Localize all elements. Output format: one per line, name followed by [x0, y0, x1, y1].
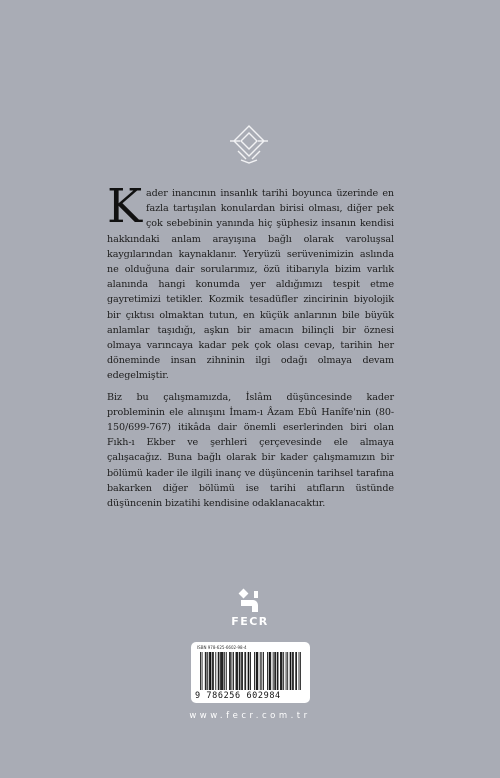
barcode-bar [278, 652, 279, 690]
barcode-bar [282, 652, 283, 690]
paragraph-1-text: ader inancının insanlık tarihi boyunca üzerinde en fazla tartışılan konulardan birisi olması, diğer pek çok sebebinin yanında hiç şüphesiz insanın kendisi hakkındaki anlam arayışına bağlı olarak varoluşsal kaygılarından kaynaklanır. Yeryüzü serüvenimizin aslında ne olduğuna dair sorularımız, özü itibarıyla bizim varlık alanında hangi konumda yer aldığımızı tespit etme gayretimizi tetikler. Kozmik tesadüfler zincirinin biyolojik bir çıktısı olmaktan tutun, en küçük anlarının bile büyük anlamlar taşıdığı, aşkın bir amacın bilinçli bir öznesi olmaya varıncaya kadar pek çok olası cevap, tarihin her döneminde insan zihninin ilgi odağı olmaya devam edegelmiştir. [107, 188, 394, 382]
barcode-bar [267, 652, 268, 690]
barcode-bar [239, 652, 240, 690]
barcode-bar [250, 652, 251, 690]
barcode-bar [291, 652, 292, 690]
publisher-logo [222, 588, 278, 634]
barcode-bar [223, 652, 224, 690]
drop-cap: K [107, 179, 143, 234]
barcode-icon [200, 652, 301, 690]
barcode-bar [295, 652, 296, 690]
barcode-bar [277, 652, 278, 690]
barcode-bar [224, 652, 225, 690]
barcode-bar [210, 652, 211, 690]
barcode-bar [269, 652, 270, 690]
barcode-bar [269, 652, 270, 690]
barcode-bar [242, 652, 243, 690]
barcode-bar [236, 652, 237, 690]
barcode-bar [248, 652, 249, 690]
barcode-bar [263, 652, 264, 690]
barcode-bar [257, 652, 258, 690]
barcode-bar [296, 652, 297, 690]
barcode-bar [221, 652, 222, 690]
barcode-bar [207, 652, 208, 690]
barcode-bar [244, 652, 245, 690]
barcode-digits: 9 786256 602984 [195, 691, 281, 701]
barcode-bar [286, 652, 287, 690]
barcode-bar [206, 652, 207, 690]
barcode-bar [261, 652, 262, 690]
barcode-bar [254, 652, 255, 690]
barcode-bar [226, 652, 227, 690]
back-cover-text [107, 179, 394, 517]
barcode-bar [283, 652, 284, 690]
barcode-bar [275, 652, 276, 690]
barcode-bar [299, 652, 300, 690]
barcode-box [191, 642, 310, 703]
barcode-bar [219, 652, 220, 690]
barcode-bar [236, 652, 237, 690]
publisher-name: FECR [231, 615, 269, 628]
barcode-bar [300, 652, 301, 690]
fecr-logo-icon [237, 588, 263, 614]
publisher-website: www.fecr.com.tr [189, 711, 311, 721]
paragraph-1 [107, 179, 394, 384]
barcode-bar [215, 652, 216, 690]
barcode-bar [220, 652, 221, 690]
paragraph-2: Biz bu çalışmamızda, İslâm düşüncesinde kader probleminin ele alınışını İmam-ı Âzam Ebû Hanîfe'nin (80-150/699-767) itikâda dair önemli eserlerinden biri olan Fıkh-ı Ekber ve şerhleri çerçevesinde ele almaya çalışacağız. Buna bağlı olarak bir kader çalışmamızın bir bölümü kader ile ilgili inanç ve düşüncenin tarihsel tarafına bakarken diğer bölümü ise tarihi atıfların üstünde düşüncenin bizatihi kendisine odaklanacaktır. [107, 391, 394, 510]
barcode-bar [292, 652, 293, 690]
barcode-bar [270, 652, 271, 690]
barcode-bar [245, 652, 246, 690]
barcode-bar [280, 652, 281, 690]
barcode-bar [256, 652, 257, 690]
barcode-bar [205, 652, 206, 690]
barcode-bar [213, 652, 214, 690]
barcode-bar [281, 652, 282, 690]
barcode-bar [218, 652, 219, 690]
barcode-bar [237, 652, 238, 690]
barcode-bar [233, 652, 234, 690]
barcode-bar [273, 652, 274, 690]
barcode-bar [229, 652, 230, 690]
barcode-bar [200, 652, 201, 690]
barcode-bar [257, 652, 258, 690]
barcode-bar [202, 652, 203, 690]
barcode-bar [260, 652, 261, 690]
barcode-bar [230, 652, 231, 690]
barcode-bar [211, 652, 212, 690]
barcode-bar [232, 652, 233, 690]
ornament-icon [226, 124, 272, 164]
barcode-bar [241, 652, 242, 690]
barcode-bar [240, 652, 241, 690]
barcode-bar [222, 652, 223, 690]
barcode-bar [209, 652, 210, 690]
barcode-bar [212, 652, 213, 690]
isbn-line: ISBN 978-625-6602-98-4 [197, 645, 247, 650]
barcode-bar [287, 652, 288, 690]
barcode-bar [248, 652, 249, 690]
barcode-bar [290, 652, 291, 690]
barcode-bar [274, 652, 275, 690]
barcode-bar [293, 652, 294, 690]
